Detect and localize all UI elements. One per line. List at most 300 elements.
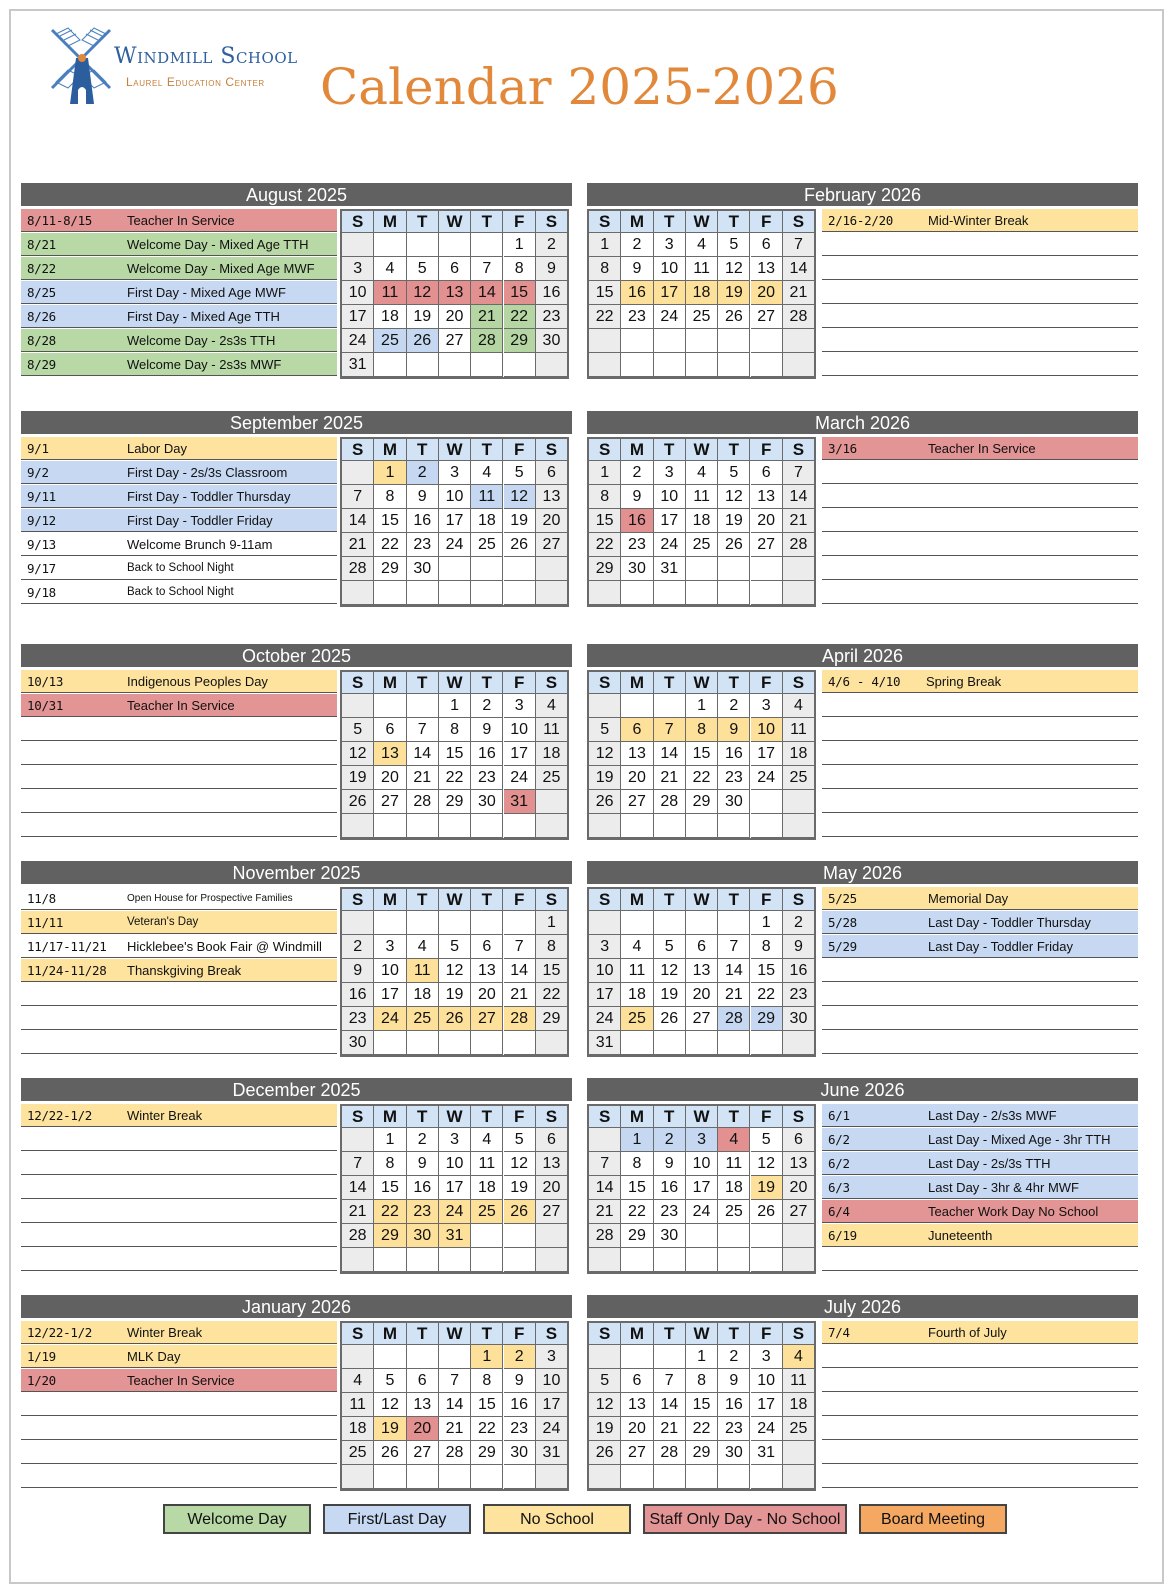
day-cell: 24 (751, 766, 783, 790)
day-cell: 9 (621, 257, 653, 281)
empty-cell (621, 1031, 653, 1055)
empty-cell (718, 1465, 750, 1489)
day-cell: 31 (342, 353, 374, 377)
event-row-empty (21, 1441, 337, 1464)
empty-cell (589, 1465, 621, 1489)
event-row-empty (822, 281, 1138, 304)
event-name: Memorial Day (928, 891, 1009, 906)
empty-cell (439, 353, 471, 377)
day-cell: 13 (621, 742, 653, 766)
day-cell: 14 (589, 1176, 621, 1200)
day-cell: 9 (504, 1369, 536, 1393)
event-name: Spring Break (926, 674, 1002, 689)
day-cell: 21 (471, 305, 503, 329)
weekday-header: W (686, 439, 718, 461)
empty-cell (471, 353, 503, 377)
weekday-header: S (536, 439, 568, 461)
day-cell: 25 (621, 1007, 653, 1031)
event-row-empty (822, 1393, 1138, 1416)
event-name: Thanskgiving Break (127, 963, 242, 978)
event-row (822, 1200, 1138, 1223)
day-cell: 12 (504, 1152, 536, 1176)
weekday-header: M (374, 889, 406, 911)
empty-cell (751, 790, 783, 814)
month-title: May 2026 (587, 861, 1138, 884)
day-cell: 6 (536, 1128, 568, 1152)
day-cell: 21 (342, 533, 374, 557)
day-cell: 8 (686, 718, 718, 742)
day-cell: 17 (654, 281, 686, 305)
day-cell: 23 (471, 766, 503, 790)
day-cell: 23 (407, 1200, 439, 1224)
event-row-empty (21, 1152, 337, 1175)
day-cell: 3 (504, 694, 536, 718)
empty-cell (407, 911, 439, 935)
weekday-header: T (407, 672, 439, 694)
day-cell: 12 (342, 742, 374, 766)
weekday-header: W (439, 1106, 471, 1128)
day-cell: 6 (783, 1128, 815, 1152)
month-grid (587, 670, 816, 840)
day-cell: 24 (374, 1007, 406, 1031)
day-cell: 28 (504, 1007, 536, 1031)
event-date: 11/8 (27, 891, 56, 906)
day-cell: 18 (471, 509, 503, 533)
day-cell: 5 (654, 935, 686, 959)
day-cell: 14 (471, 281, 503, 305)
day-cell: 8 (621, 1152, 653, 1176)
weekday-header: S (342, 439, 374, 461)
day-cell: 10 (654, 257, 686, 281)
day-cell: 16 (407, 1176, 439, 1200)
day-cell: 15 (686, 1393, 718, 1417)
legend-item: First/Last Day (323, 1504, 471, 1534)
day-cell: 30 (654, 1224, 686, 1248)
day-cell: 31 (751, 1441, 783, 1465)
day-cell: 4 (686, 461, 718, 485)
empty-cell (504, 353, 536, 377)
month-grid (340, 887, 569, 1057)
event-name: Teacher Work Day No School (928, 1204, 1099, 1219)
empty-cell (536, 1248, 568, 1272)
event-row-empty (822, 1345, 1138, 1368)
empty-cell (718, 353, 750, 377)
empty-cell (589, 1248, 621, 1272)
weekday-header: T (407, 889, 439, 911)
weekday-header: S (342, 1106, 374, 1128)
month-title: January 2026 (21, 1295, 572, 1318)
day-cell: 23 (342, 1007, 374, 1031)
day-cell: 22 (504, 305, 536, 329)
day-cell: 20 (374, 766, 406, 790)
event-row-empty (822, 305, 1138, 328)
empty-cell (751, 329, 783, 353)
weekday-header: T (654, 672, 686, 694)
day-cell: 17 (751, 742, 783, 766)
day-cell: 20 (783, 1176, 815, 1200)
day-cell: 21 (504, 983, 536, 1007)
empty-cell (654, 814, 686, 838)
day-cell: 7 (654, 718, 686, 742)
day-cell: 28 (589, 1224, 621, 1248)
event-row-empty (21, 1248, 337, 1271)
day-cell: 30 (718, 1441, 750, 1465)
empty-cell (621, 814, 653, 838)
day-cell: 11 (686, 485, 718, 509)
event-row (822, 670, 1138, 693)
day-cell: 19 (439, 983, 471, 1007)
event-row (822, 1321, 1138, 1344)
day-cell: 17 (589, 983, 621, 1007)
event-date: 8/22 (27, 261, 56, 276)
day-cell: 4 (783, 1345, 815, 1369)
day-cell: 12 (504, 485, 536, 509)
weekday-header: M (374, 672, 406, 694)
event-row (21, 209, 337, 232)
day-cell: 24 (439, 1200, 471, 1224)
day-cell: 16 (621, 509, 653, 533)
empty-cell (342, 911, 374, 935)
day-cell: 29 (439, 790, 471, 814)
empty-cell (342, 1128, 374, 1152)
day-cell: 15 (536, 959, 568, 983)
empty-cell (342, 233, 374, 257)
day-cell: 18 (536, 742, 568, 766)
empty-cell (621, 1248, 653, 1272)
empty-cell (471, 911, 503, 935)
day-cell: 29 (686, 1441, 718, 1465)
empty-cell (471, 1224, 503, 1248)
event-row-empty (21, 1007, 337, 1030)
empty-cell (536, 1465, 568, 1489)
event-date: 2/16-2/20 (828, 213, 894, 228)
empty-cell (439, 1248, 471, 1272)
weekday-header: T (654, 889, 686, 911)
empty-cell (654, 911, 686, 935)
empty-cell (504, 1248, 536, 1272)
legend (163, 1504, 1013, 1534)
day-cell: 4 (471, 1128, 503, 1152)
weekday-header: T (718, 889, 750, 911)
empty-cell (589, 1345, 621, 1369)
day-cell: 2 (621, 461, 653, 485)
day-cell: 4 (536, 694, 568, 718)
legend-item: Welcome Day (163, 1504, 311, 1534)
weekday-header: S (342, 672, 374, 694)
day-cell: 21 (654, 766, 686, 790)
event-row-empty (21, 983, 337, 1006)
day-cell: 12 (718, 485, 750, 509)
day-cell: 31 (536, 1441, 568, 1465)
day-cell: 10 (686, 1152, 718, 1176)
day-cell: 27 (439, 329, 471, 353)
event-row-empty (21, 814, 337, 837)
day-cell: 20 (621, 766, 653, 790)
day-cell: 6 (686, 935, 718, 959)
month-grid (340, 437, 569, 607)
event-row (822, 1224, 1138, 1247)
day-cell: 13 (536, 1152, 568, 1176)
event-date: 9/17 (27, 561, 56, 576)
empty-cell (374, 694, 406, 718)
day-cell: 10 (504, 718, 536, 742)
weekday-header: S (783, 211, 815, 233)
day-cell: 5 (342, 718, 374, 742)
day-cell: 25 (471, 1200, 503, 1224)
weekday-header: M (621, 1106, 653, 1128)
weekday-header: S (536, 889, 568, 911)
day-cell: 14 (718, 959, 750, 983)
month-grid (587, 887, 816, 1057)
empty-cell (471, 1248, 503, 1272)
event-name: First Day - Mixed Age MWF (127, 285, 286, 300)
weekday-header: S (783, 1323, 815, 1345)
day-cell: 31 (504, 790, 536, 814)
day-cell: 4 (407, 935, 439, 959)
event-date: 4/6 - 4/10 (828, 674, 901, 689)
day-cell: 15 (471, 1393, 503, 1417)
day-cell: 1 (686, 1345, 718, 1369)
event-date: 9/2 (27, 465, 49, 480)
day-cell: 28 (654, 1441, 686, 1465)
page-title: Calendar 2025-2026 (320, 58, 839, 116)
event-row (21, 329, 337, 352)
day-cell: 23 (621, 305, 653, 329)
event-date: 5/28 (828, 915, 857, 930)
weekday-header: T (407, 1106, 439, 1128)
day-cell: 9 (783, 935, 815, 959)
event-date: 7/4 (828, 1325, 850, 1340)
weekday-header: S (589, 672, 621, 694)
weekday-header: F (750, 672, 782, 694)
day-cell: 19 (654, 983, 686, 1007)
day-cell: 16 (471, 742, 503, 766)
day-cell: 30 (536, 329, 568, 353)
event-date: 12/22-1/2 (27, 1325, 93, 1340)
day-cell: 13 (471, 959, 503, 983)
day-cell: 21 (589, 1200, 621, 1224)
event-row-empty (21, 766, 337, 789)
logo-subtitle: Laurel Education Center (126, 75, 265, 89)
weekday-header: W (686, 211, 718, 233)
event-row (21, 935, 337, 958)
day-cell: 14 (342, 1176, 374, 1200)
empty-cell (654, 329, 686, 353)
month-grid (587, 437, 816, 607)
month-title: December 2025 (21, 1078, 572, 1101)
event-row (21, 694, 337, 717)
event-date: 12/22-1/2 (27, 1108, 93, 1123)
event-row-empty (822, 257, 1138, 280)
event-row (21, 437, 337, 460)
empty-cell (589, 814, 621, 838)
day-cell: 20 (439, 305, 471, 329)
day-cell: 11 (718, 1152, 750, 1176)
empty-cell (751, 1248, 783, 1272)
empty-cell (751, 1465, 783, 1489)
day-cell: 14 (654, 742, 686, 766)
day-cell: 22 (536, 983, 568, 1007)
day-cell: 30 (783, 1007, 815, 1031)
day-cell: 24 (342, 329, 374, 353)
event-name: Welcome Day - Mixed Age TTH (127, 237, 309, 252)
day-cell: 3 (654, 461, 686, 485)
event-name: Teacher In Service (127, 698, 235, 713)
event-row (21, 533, 337, 556)
empty-cell (407, 1031, 439, 1055)
weekday-header: F (503, 211, 535, 233)
event-name: Last Day - 2/s3s MWF (928, 1108, 1057, 1123)
empty-cell (504, 581, 536, 605)
event-name: Welcome Day - 2s3s TTH (127, 333, 276, 348)
day-cell: 15 (374, 509, 406, 533)
event-row (21, 1321, 337, 1344)
day-cell: 18 (783, 742, 815, 766)
weekday-header: T (654, 1323, 686, 1345)
day-cell: 29 (471, 1441, 503, 1465)
day-cell: 16 (783, 959, 815, 983)
day-cell: 18 (621, 983, 653, 1007)
day-cell: 8 (471, 1369, 503, 1393)
day-cell: 24 (504, 766, 536, 790)
empty-cell (374, 1465, 406, 1489)
weekday-header: S (783, 1106, 815, 1128)
empty-cell (621, 1465, 653, 1489)
empty-cell (751, 353, 783, 377)
day-cell: 13 (751, 257, 783, 281)
weekday-header: S (589, 1106, 621, 1128)
day-cell: 14 (504, 959, 536, 983)
day-cell: 16 (342, 983, 374, 1007)
empty-cell (654, 353, 686, 377)
event-row-empty (822, 959, 1138, 982)
empty-cell (536, 581, 568, 605)
day-cell: 13 (374, 742, 406, 766)
day-cell: 13 (536, 485, 568, 509)
event-name: Last Day - Mixed Age - 3hr TTH (928, 1132, 1111, 1147)
day-cell: 26 (407, 329, 439, 353)
event-name: Last Day - 3hr & 4hr MWF (928, 1180, 1079, 1195)
day-cell: 24 (654, 305, 686, 329)
day-cell: 3 (751, 694, 783, 718)
day-cell: 8 (439, 718, 471, 742)
day-cell: 12 (589, 1393, 621, 1417)
event-row-empty (21, 1417, 337, 1440)
event-date: 11/17-11/21 (27, 939, 107, 954)
day-cell: 27 (407, 1441, 439, 1465)
weekday-header: F (503, 889, 535, 911)
month-title: February 2026 (587, 183, 1138, 206)
event-name: First Day - Toddler Friday (127, 513, 273, 528)
day-cell: 10 (374, 959, 406, 983)
weekday-header: T (718, 672, 750, 694)
empty-cell (504, 911, 536, 935)
event-row (822, 1104, 1138, 1127)
day-cell: 6 (407, 1369, 439, 1393)
day-cell: 11 (536, 718, 568, 742)
day-cell: 27 (751, 305, 783, 329)
day-cell: 1 (589, 233, 621, 257)
weekday-header: T (718, 439, 750, 461)
month-title: October 2025 (21, 644, 572, 667)
empty-cell (407, 694, 439, 718)
day-cell: 2 (504, 1345, 536, 1369)
day-cell: 19 (589, 1417, 621, 1441)
day-cell: 9 (407, 485, 439, 509)
event-date: 1/20 (27, 1373, 56, 1388)
day-cell: 16 (621, 281, 653, 305)
event-name: First Day - Toddler Thursday (127, 489, 291, 504)
month-grid (340, 670, 569, 840)
event-name: Teacher In Service (127, 1373, 235, 1388)
event-row-empty (822, 1441, 1138, 1464)
event-row (21, 509, 337, 532)
day-cell: 30 (504, 1441, 536, 1465)
day-cell: 24 (589, 1007, 621, 1031)
logo-school-name: Windmill School (114, 44, 298, 69)
day-cell: 21 (654, 1417, 686, 1441)
event-row-empty (822, 509, 1138, 532)
empty-cell (686, 1248, 718, 1272)
empty-cell (686, 911, 718, 935)
empty-cell (439, 1465, 471, 1489)
day-cell: 27 (751, 533, 783, 557)
month-block (587, 1078, 1138, 1273)
event-date: 6/1 (828, 1108, 850, 1123)
day-cell: 26 (718, 305, 750, 329)
day-cell: 19 (504, 509, 536, 533)
empty-cell (654, 1345, 686, 1369)
weekday-header: S (589, 1323, 621, 1345)
day-cell: 23 (407, 533, 439, 557)
day-cell: 19 (342, 766, 374, 790)
weekday-header: M (621, 439, 653, 461)
day-cell: 19 (718, 281, 750, 305)
day-cell: 10 (751, 718, 783, 742)
day-cell: 20 (751, 281, 783, 305)
day-cell: 2 (621, 233, 653, 257)
day-cell: 1 (374, 461, 406, 485)
day-cell: 28 (783, 533, 815, 557)
event-row (822, 911, 1138, 934)
day-cell: 2 (783, 911, 815, 935)
day-cell: 9 (718, 1369, 750, 1393)
empty-cell (783, 581, 815, 605)
month-title: March 2026 (587, 411, 1138, 434)
day-cell: 8 (751, 935, 783, 959)
weekday-header: T (471, 1106, 503, 1128)
empty-cell (407, 1248, 439, 1272)
weekday-header: W (686, 889, 718, 911)
empty-cell (504, 1224, 536, 1248)
event-row-empty (822, 1248, 1138, 1271)
day-cell: 15 (589, 281, 621, 305)
event-date: 11/24-11/28 (27, 963, 107, 978)
empty-cell (621, 1345, 653, 1369)
day-cell: 4 (342, 1369, 374, 1393)
day-cell: 25 (374, 329, 406, 353)
day-cell: 5 (504, 1128, 536, 1152)
weekday-header: F (503, 672, 535, 694)
event-row-empty (21, 718, 337, 741)
event-row-empty (21, 790, 337, 813)
weekday-header: W (439, 439, 471, 461)
day-cell: 2 (536, 233, 568, 257)
day-cell: 17 (686, 1176, 718, 1200)
day-cell: 1 (536, 911, 568, 935)
empty-cell (536, 1031, 568, 1055)
event-name: Last Day - 2s/3s TTH (928, 1156, 1051, 1171)
